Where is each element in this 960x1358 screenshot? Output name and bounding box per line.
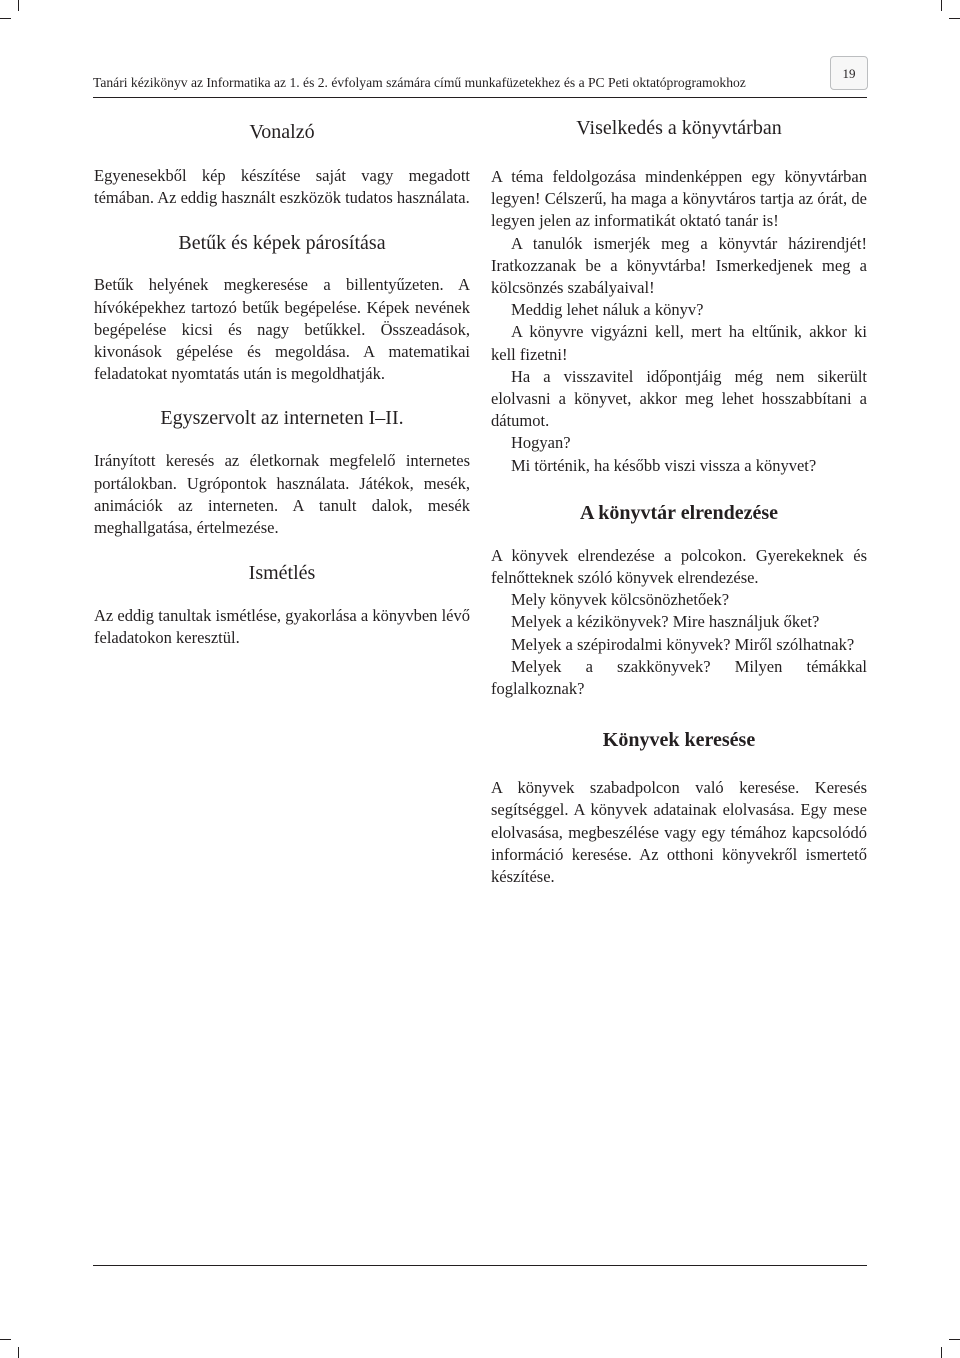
section-title-betuk: Betűk és képek párosítása [178,232,386,255]
crop-mark [0,18,11,19]
running-header: Tanári kézikönyv az Informatika az 1. és 2. évfolyam számára című munkafüzetekhez és a PC Peti oktatóprogramokhoz [93,75,746,90]
viselkedes-paragraph-3: Meddig lehet náluk a könyv? [511,300,704,320]
elrendezes-paragraph-4: Melyek a szépirodalmi könyvek? Miről szólhatnak? [511,634,855,654]
section-body-ismetles: Az eddig tanultak ismétlése, gyakorlása a könyvben lévő feladatokon keresztül. [94,606,470,648]
viselkedes-paragraph-7: Mi történik, ha később viszi vissza a könyvet? [511,455,817,475]
section-body-betuk: Betűk helyének megkeresése a billentyűzeten. A hívóképekhez tartozó betűk begépelése. Képek nevének begépelése kicsi és nagy betűkkel. Összeadások, kivonások gépelése és megoldása. A matematikai feladatokat nyomtatás után is megoldhatják. [94,275,470,384]
section-title-viselkedes: Viselkedés a könyvtárban [576,117,782,139]
section-title-egyszervolt: Egyszervolt az interneten I–II. [160,407,404,430]
section-body-kereses: A könyvek szabadpolcon való keresése. Keresés segítséggel. A könyvek adatainak elolvasása. Egy mese elolvasása, megbeszélése vagy egy témához kapcsolódó információ keresése. Az otthoni könyvekről ismertető készítése. [491,778,867,887]
elrendezes-paragraph-2: Mely könyvek kölcsönözhetőek? [511,590,730,610]
viselkedes-paragraph-6: Hogyan? [511,433,571,453]
crop-mark [18,1347,19,1358]
elrendezes-paragraph-3: Melyek a kézikönyvek? Mire használjuk őket? [511,612,820,632]
right-column [491,112,867,888]
viselkedes-paragraph-4: A könyvre vigyázni kell, mert ha eltűnik, akkor ki kell fizetni! [491,322,867,364]
section-body-vonalzo: Egyenesekből kép készítése saját vagy megadott témában. Az eddig használt eszközök tudatos használata. [94,166,470,208]
crop-mark [0,1339,11,1340]
footer-divider [93,1265,867,1266]
section-title-ismetles: Ismétlés [248,562,316,585]
viselkedes-paragraph-5: Ha a visszavitel időpontjáig még nem sikerült elolvasni a könyvet, akkor meg lehet hosszabbítani a dátumot. [491,366,867,431]
elrendezes-paragraph-5: Melyek a szakkönyvek? Milyen témákkal foglalkoznak? [491,656,867,699]
viselkedes-paragraph-2: A tanulók ismerjék meg a könyvtár házirendjét! Iratkozzanak be a könyvtárba! Ismerkedjenek meg a kölcsönzés szabályaival! [491,233,867,298]
crop-mark [949,18,960,19]
section-title-kereses: Könyvek keresése [602,729,756,752]
header-divider [93,97,867,98]
viselkedes-paragraph-1: A téma feldolgozása mindenképpen egy könyvtárban legyen! Célszerű, ha maga a könyvtáros tartja az órát, de legyen jelen az informatikát oktató tanár is! [491,167,867,231]
section-title-elrendezes: A könyvtár elrendezése [579,501,779,524]
section-body-egyszervolt: Irányított keresés az életkornak megfelelő internetes portálokban. Ugrópontok használata. Játékok, mesék, animációk az interneten. A tanult dalok, mesék meghallgatása, értelmezése. [94,451,470,538]
crop-mark [18,0,19,11]
elrendezes-paragraph-1: A könyvek elrendezése a polcokon. Gyerekeknek és felnőtteknek szóló könyvek elrendezése. [491,545,867,588]
crop-mark [941,1347,942,1358]
section-title-vonalzo: Vonalzó [249,121,315,143]
page-number: 19 [830,56,868,90]
crop-mark [949,1339,960,1340]
left-column [94,112,470,650]
crop-mark [941,0,942,11]
